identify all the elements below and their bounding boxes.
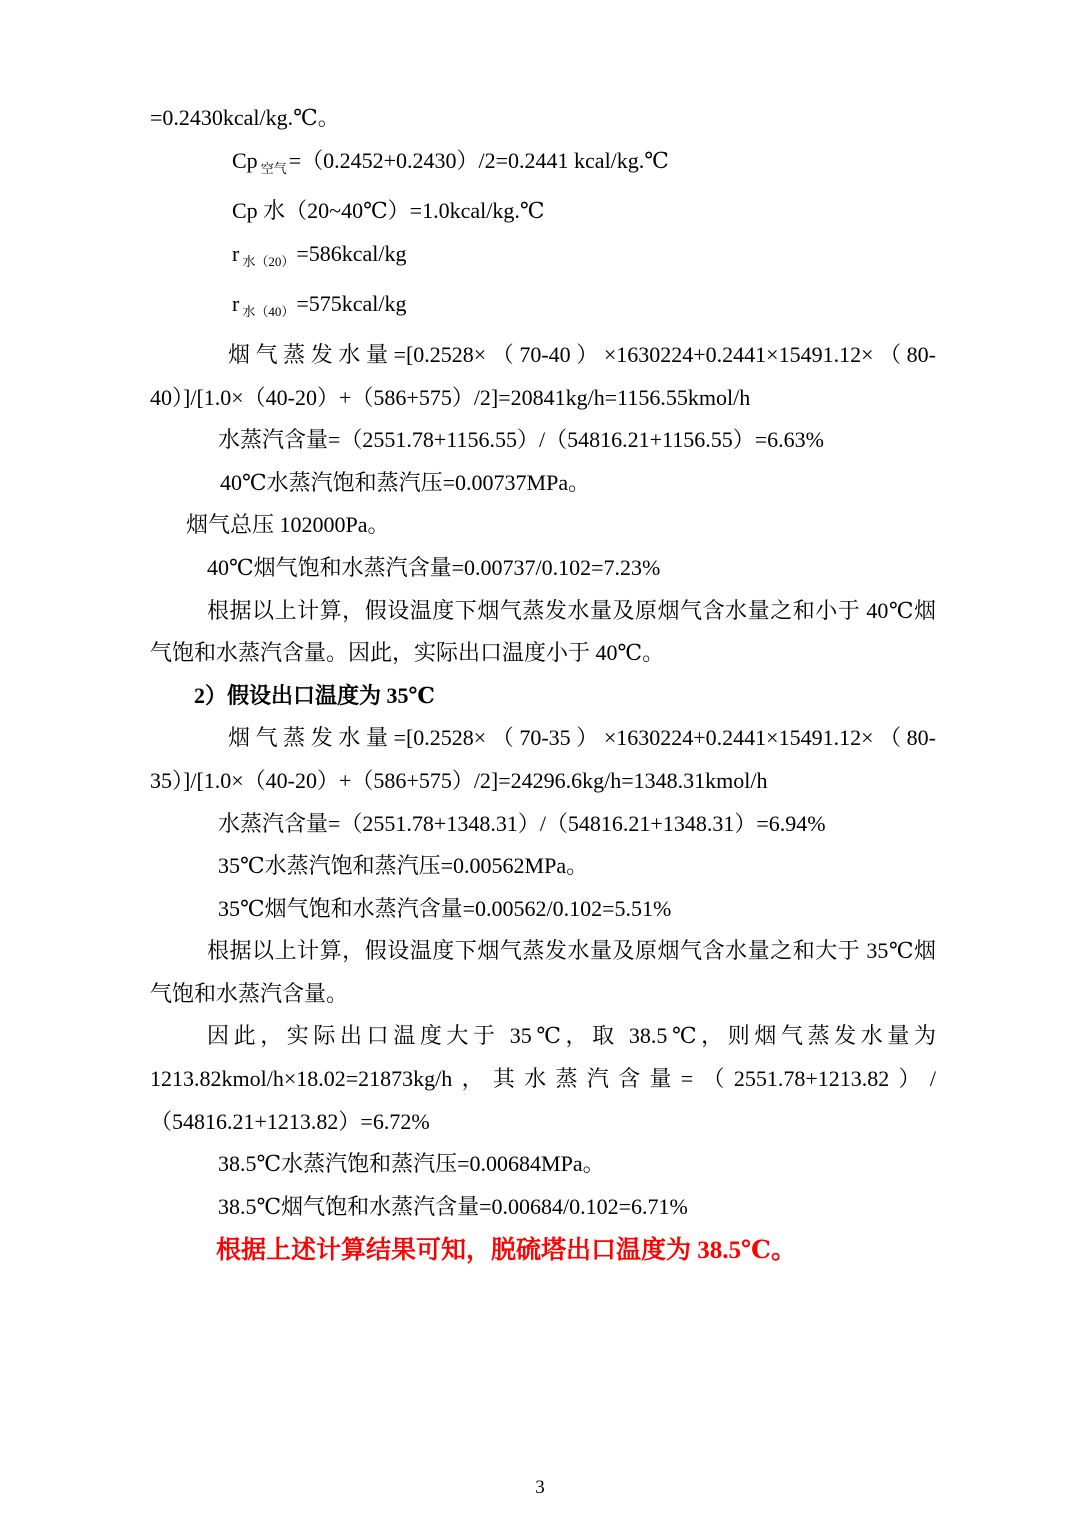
line-saturation-pressure-38-5c: 38.5℃水蒸汽饱和蒸汽压=0.00684MPa。 (218, 1151, 605, 1177)
line-saturated-content-40c: 40℃烟气饱和水蒸汽含量=0.00737/0.102=7.23% (207, 554, 661, 580)
r40-subscript: 水（40） (242, 304, 295, 320)
paragraph-conclusion-35c: 根据以上计算，假设温度下烟气蒸发水量及原烟气含水量之和大于 35℃烟气饱和水蒸汽含量。 (150, 938, 936, 1006)
document-body (150, 97, 936, 1274)
r20-subscript: 水（20） (242, 253, 295, 269)
r40-value: =575kcal/kg (296, 291, 407, 317)
cp-air-symbol: Cp (232, 147, 258, 173)
page-number: 3 (535, 1477, 545, 1498)
cp-air-subscript: 空气 (260, 160, 287, 176)
cp-air-value: =（0.2452+0.2430）/2=0.2441 kcal/kg.℃ (288, 147, 669, 173)
line-continuation: =0.2430kcal/kg.℃。 (150, 105, 340, 130)
line-cp-air (150, 140, 936, 191)
line-cp-water: Cp 水（20~40℃）=1.0kcal/kg.℃ (232, 198, 545, 224)
line-r-water-40 (150, 283, 936, 334)
r40-symbol: r (232, 291, 240, 317)
line-saturation-pressure-35c: 35℃水蒸汽饱和蒸汽压=0.00562MPa。 (218, 853, 589, 879)
line-r-water-20 (150, 233, 936, 284)
formula-vapor-content-40c: 水蒸汽含量=（2551.78+1156.55）/（54816.21+1156.55）=6.63% (218, 427, 824, 453)
formula-evaporation-35c: 烟气蒸发水量=[0.2528×（70-35）×1630224+0.2441×15491.12×（80-35）]/[1.0×（40-20）+（586+575）/2]=24296.6kg/h=1348.31kmol/h (150, 725, 936, 793)
heading-assume-35c: 2）假设出口温度为 35℃ (194, 682, 435, 708)
paragraph-conclusion-40c: 根据以上计算，假设温度下烟气蒸发水量及原烟气含水量之和小于 40℃烟气饱和水蒸汽含量。因此，实际出口温度小于 40℃。 (150, 597, 936, 666)
line-saturation-pressure-40c: 40℃水蒸汽饱和蒸汽压=0.00737MPa。 (220, 469, 591, 495)
formula-evaporation-40c: 烟气蒸发水量=[0.2528×（70-40）×1630224+0.2441×15491.12×（80-40）]/[1.0×（40-20）+（586+575）/2]=20841kg/h=1156.55kmol/h (150, 341, 936, 410)
r20-value: =586kcal/kg (296, 240, 407, 266)
r20-symbol: r (232, 240, 240, 266)
line-saturated-content-35c: 35℃烟气饱和水蒸汽含量=0.00562/0.102=5.51% (218, 895, 672, 921)
final-conclusion-highlight: 根据上述计算结果可知，脱硫塔出口温度为 38.5℃。 (216, 1237, 796, 1265)
paragraph-take-38-5c: 因此，实际出口温度大于 35℃，取 38.5℃，则烟气蒸发水量为 1213.82kmol/h×18.02=21873kg/h，其水蒸汽含量=（2551.78+1213.82）/（54816.21+1213.82）=6.72% (150, 1023, 936, 1134)
line-saturated-content-38-5c: 38.5℃烟气饱和水蒸汽含量=0.00684/0.102=6.71% (218, 1193, 688, 1219)
line-total-pressure: 烟气总压 102000Pa。 (186, 512, 390, 538)
formula-vapor-content-35c: 水蒸汽含量=（2551.78+1348.31）/（54816.21+1348.31）=6.94% (218, 810, 826, 836)
